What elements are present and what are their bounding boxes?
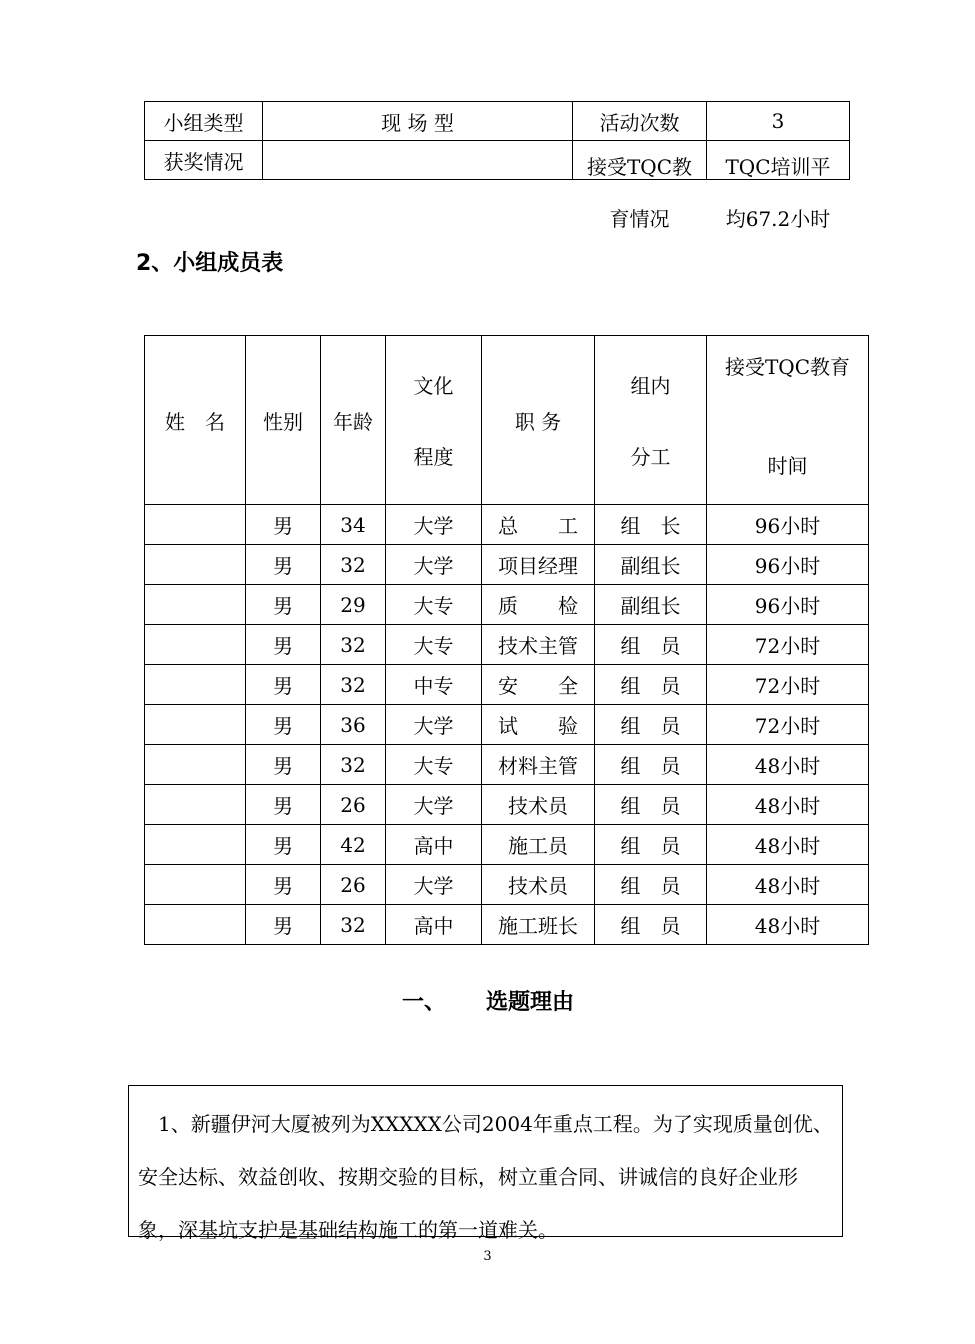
cell-role: 组 长	[595, 505, 707, 545]
label-award: 获奖情况	[145, 141, 263, 180]
cell-tqc: 48小时	[707, 865, 869, 905]
cell-tqc: 48小时	[707, 905, 869, 945]
value-tqc-training-text: TQC培训平均67.2小时	[725, 155, 831, 231]
cell-tqc: 72小时	[707, 665, 869, 705]
cell-tqc: 48小时	[707, 825, 869, 865]
cell-gender: 男	[246, 745, 321, 785]
cell-gender: 男	[246, 905, 321, 945]
reason-text-box	[128, 1085, 843, 1242]
header-role-line1: 组内	[630, 374, 671, 398]
cell-education: 大学	[386, 705, 482, 745]
cell-role: 组 员	[595, 865, 707, 905]
cell-age: 26	[321, 785, 386, 825]
cell-gender: 男	[246, 505, 321, 545]
table-row	[145, 865, 869, 905]
cell-education: 高中	[386, 905, 482, 945]
members-body	[145, 505, 869, 945]
cell-age: 42	[321, 825, 386, 865]
cell-name	[145, 585, 246, 625]
cell-tqc: 72小时	[707, 625, 869, 665]
cell-education: 大学	[386, 505, 482, 545]
cell-role: 组 员	[595, 665, 707, 705]
cell-education: 大专	[386, 745, 482, 785]
cell-education: 中专	[386, 665, 482, 705]
header-role	[595, 336, 707, 505]
header-gender: 性别	[246, 336, 321, 505]
info-row-award	[145, 141, 850, 180]
section-reason-number: 一、	[402, 990, 447, 1015]
cell-age: 32	[321, 905, 386, 945]
header-tqc-line2: 时间	[767, 454, 808, 478]
cell-role: 副组长	[595, 545, 707, 585]
cell-gender: 男	[246, 825, 321, 865]
cell-position: 安 全	[482, 665, 595, 705]
cell-position: 质 检	[482, 585, 595, 625]
cell-role: 组 员	[595, 825, 707, 865]
cell-name	[145, 865, 246, 905]
cell-role: 组 员	[595, 745, 707, 785]
cell-gender: 男	[246, 865, 321, 905]
cell-gender: 男	[246, 585, 321, 625]
table-row	[145, 585, 869, 625]
cell-age: 26	[321, 865, 386, 905]
cell-age: 32	[321, 545, 386, 585]
cell-name	[145, 785, 246, 825]
cell-age: 32	[321, 665, 386, 705]
cell-age: 29	[321, 585, 386, 625]
label-group-type: 小组类型	[145, 102, 263, 141]
table-row	[145, 665, 869, 705]
cell-position: 技术主管	[482, 625, 595, 665]
cell-role: 组 员	[595, 625, 707, 665]
table-row	[145, 785, 869, 825]
header-education-line1: 文化	[413, 374, 454, 398]
value-group-type: 现 场 型	[263, 102, 573, 141]
cell-education: 大学	[386, 865, 482, 905]
page-number: 3	[483, 1249, 492, 1264]
cell-name	[145, 905, 246, 945]
header-age: 年龄	[321, 336, 386, 505]
cell-name	[145, 505, 246, 545]
cell-education: 高中	[386, 825, 482, 865]
table-row	[145, 745, 869, 785]
value-activity-count: 3	[707, 102, 850, 141]
cell-age: 32	[321, 745, 386, 785]
members-table	[144, 335, 869, 945]
cell-name	[145, 825, 246, 865]
header-name: 姓 名	[145, 336, 246, 505]
cell-gender: 男	[246, 665, 321, 705]
header-education	[386, 336, 482, 505]
section-reason-title: 选题理由	[486, 990, 575, 1015]
table-row	[145, 545, 869, 585]
cell-name	[145, 705, 246, 745]
cell-name	[145, 665, 246, 705]
cell-position: 总 工	[482, 505, 595, 545]
cell-name	[145, 745, 246, 785]
cell-role: 组 员	[595, 905, 707, 945]
cell-name	[145, 625, 246, 665]
table-row	[145, 625, 869, 665]
reason-text: 1、新疆伊河大厦被列为XXXXX公司2004年重点工程。为了实现质量创优、安全达标、效益创收、按期交验的目标，树立重合同、讲诚信的良好企业形象，深基坑支护是基础结构施工的第一道难关。	[138, 1112, 833, 1242]
table-row	[145, 905, 869, 945]
cell-age: 34	[321, 505, 386, 545]
header-position: 职 务	[482, 336, 595, 505]
cell-age: 32	[321, 625, 386, 665]
cell-position: 技术员	[482, 785, 595, 825]
section-reason-heading	[402, 985, 574, 1016]
header-role-line2: 分工	[630, 445, 671, 469]
label-activity-count: 活动次数	[573, 102, 707, 141]
cell-gender: 男	[246, 545, 321, 585]
cell-gender: 男	[246, 625, 321, 665]
members-header-row	[145, 336, 869, 505]
cell-age: 36	[321, 705, 386, 745]
header-tqc-line1: 接受TQC教育	[724, 355, 851, 379]
cell-name	[145, 545, 246, 585]
info-row-type	[145, 102, 850, 141]
label-tqc-education-text: 接受TQC教育情况	[586, 155, 693, 231]
section-members-title: 2、小组成员表	[136, 251, 284, 276]
cell-role: 组 员	[595, 785, 707, 825]
cell-tqc: 96小时	[707, 505, 869, 545]
header-tqc-time	[707, 336, 869, 505]
cell-role: 副组长	[595, 585, 707, 625]
cell-tqc: 48小时	[707, 785, 869, 825]
cell-position: 施工员	[482, 825, 595, 865]
header-education-line2: 程度	[413, 445, 454, 469]
cell-education: 大学	[386, 785, 482, 825]
value-tqc-training	[707, 141, 850, 231]
table-row	[145, 505, 869, 545]
label-tqc-education	[573, 141, 707, 231]
cell-tqc: 48小时	[707, 745, 869, 785]
cell-position: 技术员	[482, 865, 595, 905]
table-row	[145, 705, 869, 745]
value-award	[263, 141, 573, 180]
cell-education: 大专	[386, 625, 482, 665]
cell-education: 大专	[386, 585, 482, 625]
cell-gender: 男	[246, 785, 321, 825]
cell-tqc: 96小时	[707, 585, 869, 625]
cell-tqc: 96小时	[707, 545, 869, 585]
cell-position: 材料主管	[482, 745, 595, 785]
cell-position: 施工班长	[482, 905, 595, 945]
cell-tqc: 72小时	[707, 705, 869, 745]
cell-gender: 男	[246, 705, 321, 745]
cell-position: 项目经理	[482, 545, 595, 585]
cell-role: 组 员	[595, 705, 707, 745]
group-info-table	[144, 101, 850, 231]
cell-education: 大学	[386, 545, 482, 585]
cell-position: 试 验	[482, 705, 595, 745]
table-row	[145, 825, 869, 865]
